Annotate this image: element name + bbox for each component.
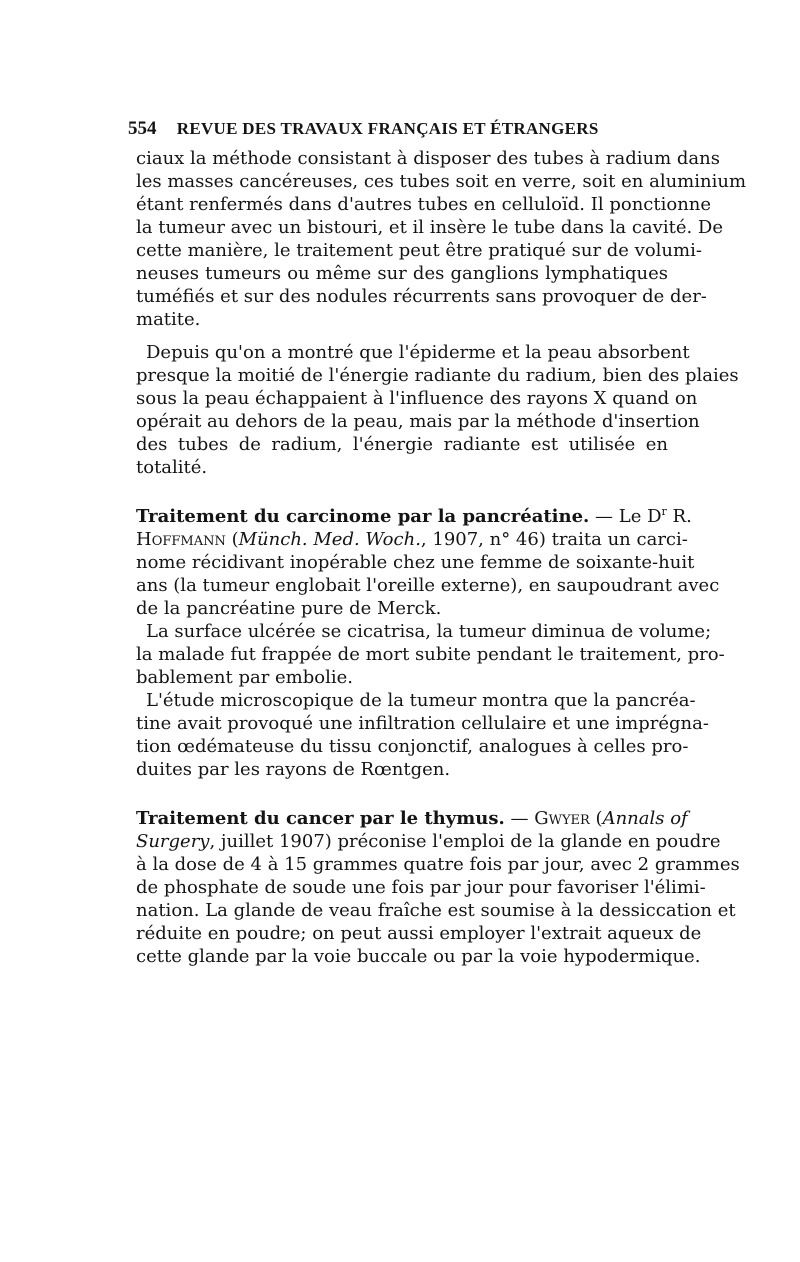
journal-name: Münch. Med. Woch. xyxy=(238,529,421,550)
text-line: ans (la tumeur englobait l'oreille externe), en saupoudrant avec xyxy=(136,575,720,596)
journal-name: Annals of xyxy=(602,808,688,829)
text-line: étant renfermés dans d'autres tubes en celluloïd. Il ponctionne xyxy=(136,194,712,215)
author-name: Hoffmann xyxy=(136,529,226,550)
text-line: des tubes de radium, l'énergie radiante est utilisée en xyxy=(136,434,668,455)
text-line: Depuis qu'on a montré que l'épiderme et la peau absorbent xyxy=(146,342,690,363)
text-line: sous la peau échappaient à l'influence des rayons X quand on xyxy=(136,388,698,409)
section-title: Traitement du cancer par le thymus. xyxy=(136,808,505,829)
text-line: de la pancréatine pure de Merck. xyxy=(136,598,442,619)
text-line: Surgery, juillet 1907) préconise l'emploi de la glande en poudre xyxy=(136,831,721,852)
text-line: tion œdémateuse du tissu conjonctif, analogues à celles pro- xyxy=(136,736,689,757)
running-title: REVUE DES TRAVAUX FRANÇAIS ET ÉTRANGERS xyxy=(176,119,599,138)
section-title: Traitement du carcinome par la pancréatine. xyxy=(136,506,590,527)
text-line: duites par les rayons de Rœntgen. xyxy=(136,759,451,780)
text-line: tine avait provoqué une infiltration cellulaire et une imprégna- xyxy=(136,713,709,734)
page-number: 554 xyxy=(128,118,157,139)
text-line: totalité. xyxy=(136,457,208,478)
text-line: neuses tumeurs ou même sur des ganglions lymphatiques xyxy=(136,263,668,284)
author-name: Gwyer xyxy=(534,808,590,829)
text-line: les masses cancéreuses, ces tubes soit en verre, soit en aluminium xyxy=(136,171,747,192)
text-line: La surface ulcérée se cicatrisa, la tumeur diminua de volume; xyxy=(146,621,712,642)
text-line: nation. La glande de veau fraîche est soumise à la dessiccation et xyxy=(136,900,736,921)
text-line: à la dose de 4 à 15 grammes quatre fois par jour, avec 2 grammes xyxy=(136,854,740,875)
running-header xyxy=(128,118,668,140)
text-line: matite. xyxy=(136,309,201,330)
text-line: cette manière, le traitement peut être pratiqué sur de volumi- xyxy=(136,240,702,261)
text-line: cette glande par la voie buccale ou par la voie hypodermique. xyxy=(136,946,701,967)
text-line: opérait au dehors de la peau, mais par la méthode d'insertion xyxy=(136,411,700,432)
text-line: tuméfiés et sur des nodules récurrents sans provoquer de der- xyxy=(136,286,707,307)
journal-name: Surgery xyxy=(136,831,210,852)
text-line: nome récidivant inopérable chez une femme de soixante-huit xyxy=(136,552,695,573)
text-line: presque la moitié de l'énergie radiante du radium, bien des plaies xyxy=(136,365,739,386)
section-heading-line: Traitement du carcinome par la pancréatine. — Le $D^r$ R. xyxy=(136,505,692,527)
text-line: la tumeur avec un bistouri, et il insère le tube dans la cavité. De xyxy=(136,217,724,238)
text-line: bablement par embolie. xyxy=(136,667,354,688)
text-line: de phosphate de soude une fois par jour pour favoriser l'élimi- xyxy=(136,877,706,898)
text-line: L'étude microscopique de la tumeur montra que la pancréa- xyxy=(146,690,696,711)
text-line: réduite en poudre; on peut aussi employer l'extrait aqueux de xyxy=(136,923,702,944)
section-heading-line: Traitement du cancer par le thymus. — Gwyer (Annals of xyxy=(136,808,688,829)
text-line: ciaux la méthode consistant à disposer des tubes à radium dans xyxy=(136,148,720,169)
text-line: Hoffmann (Münch. Med. Woch., 1907, n° 46) traita un carci- xyxy=(136,529,688,550)
text-line: la malade fut frappée de mort subite pendant le traitement, pro- xyxy=(136,644,725,665)
